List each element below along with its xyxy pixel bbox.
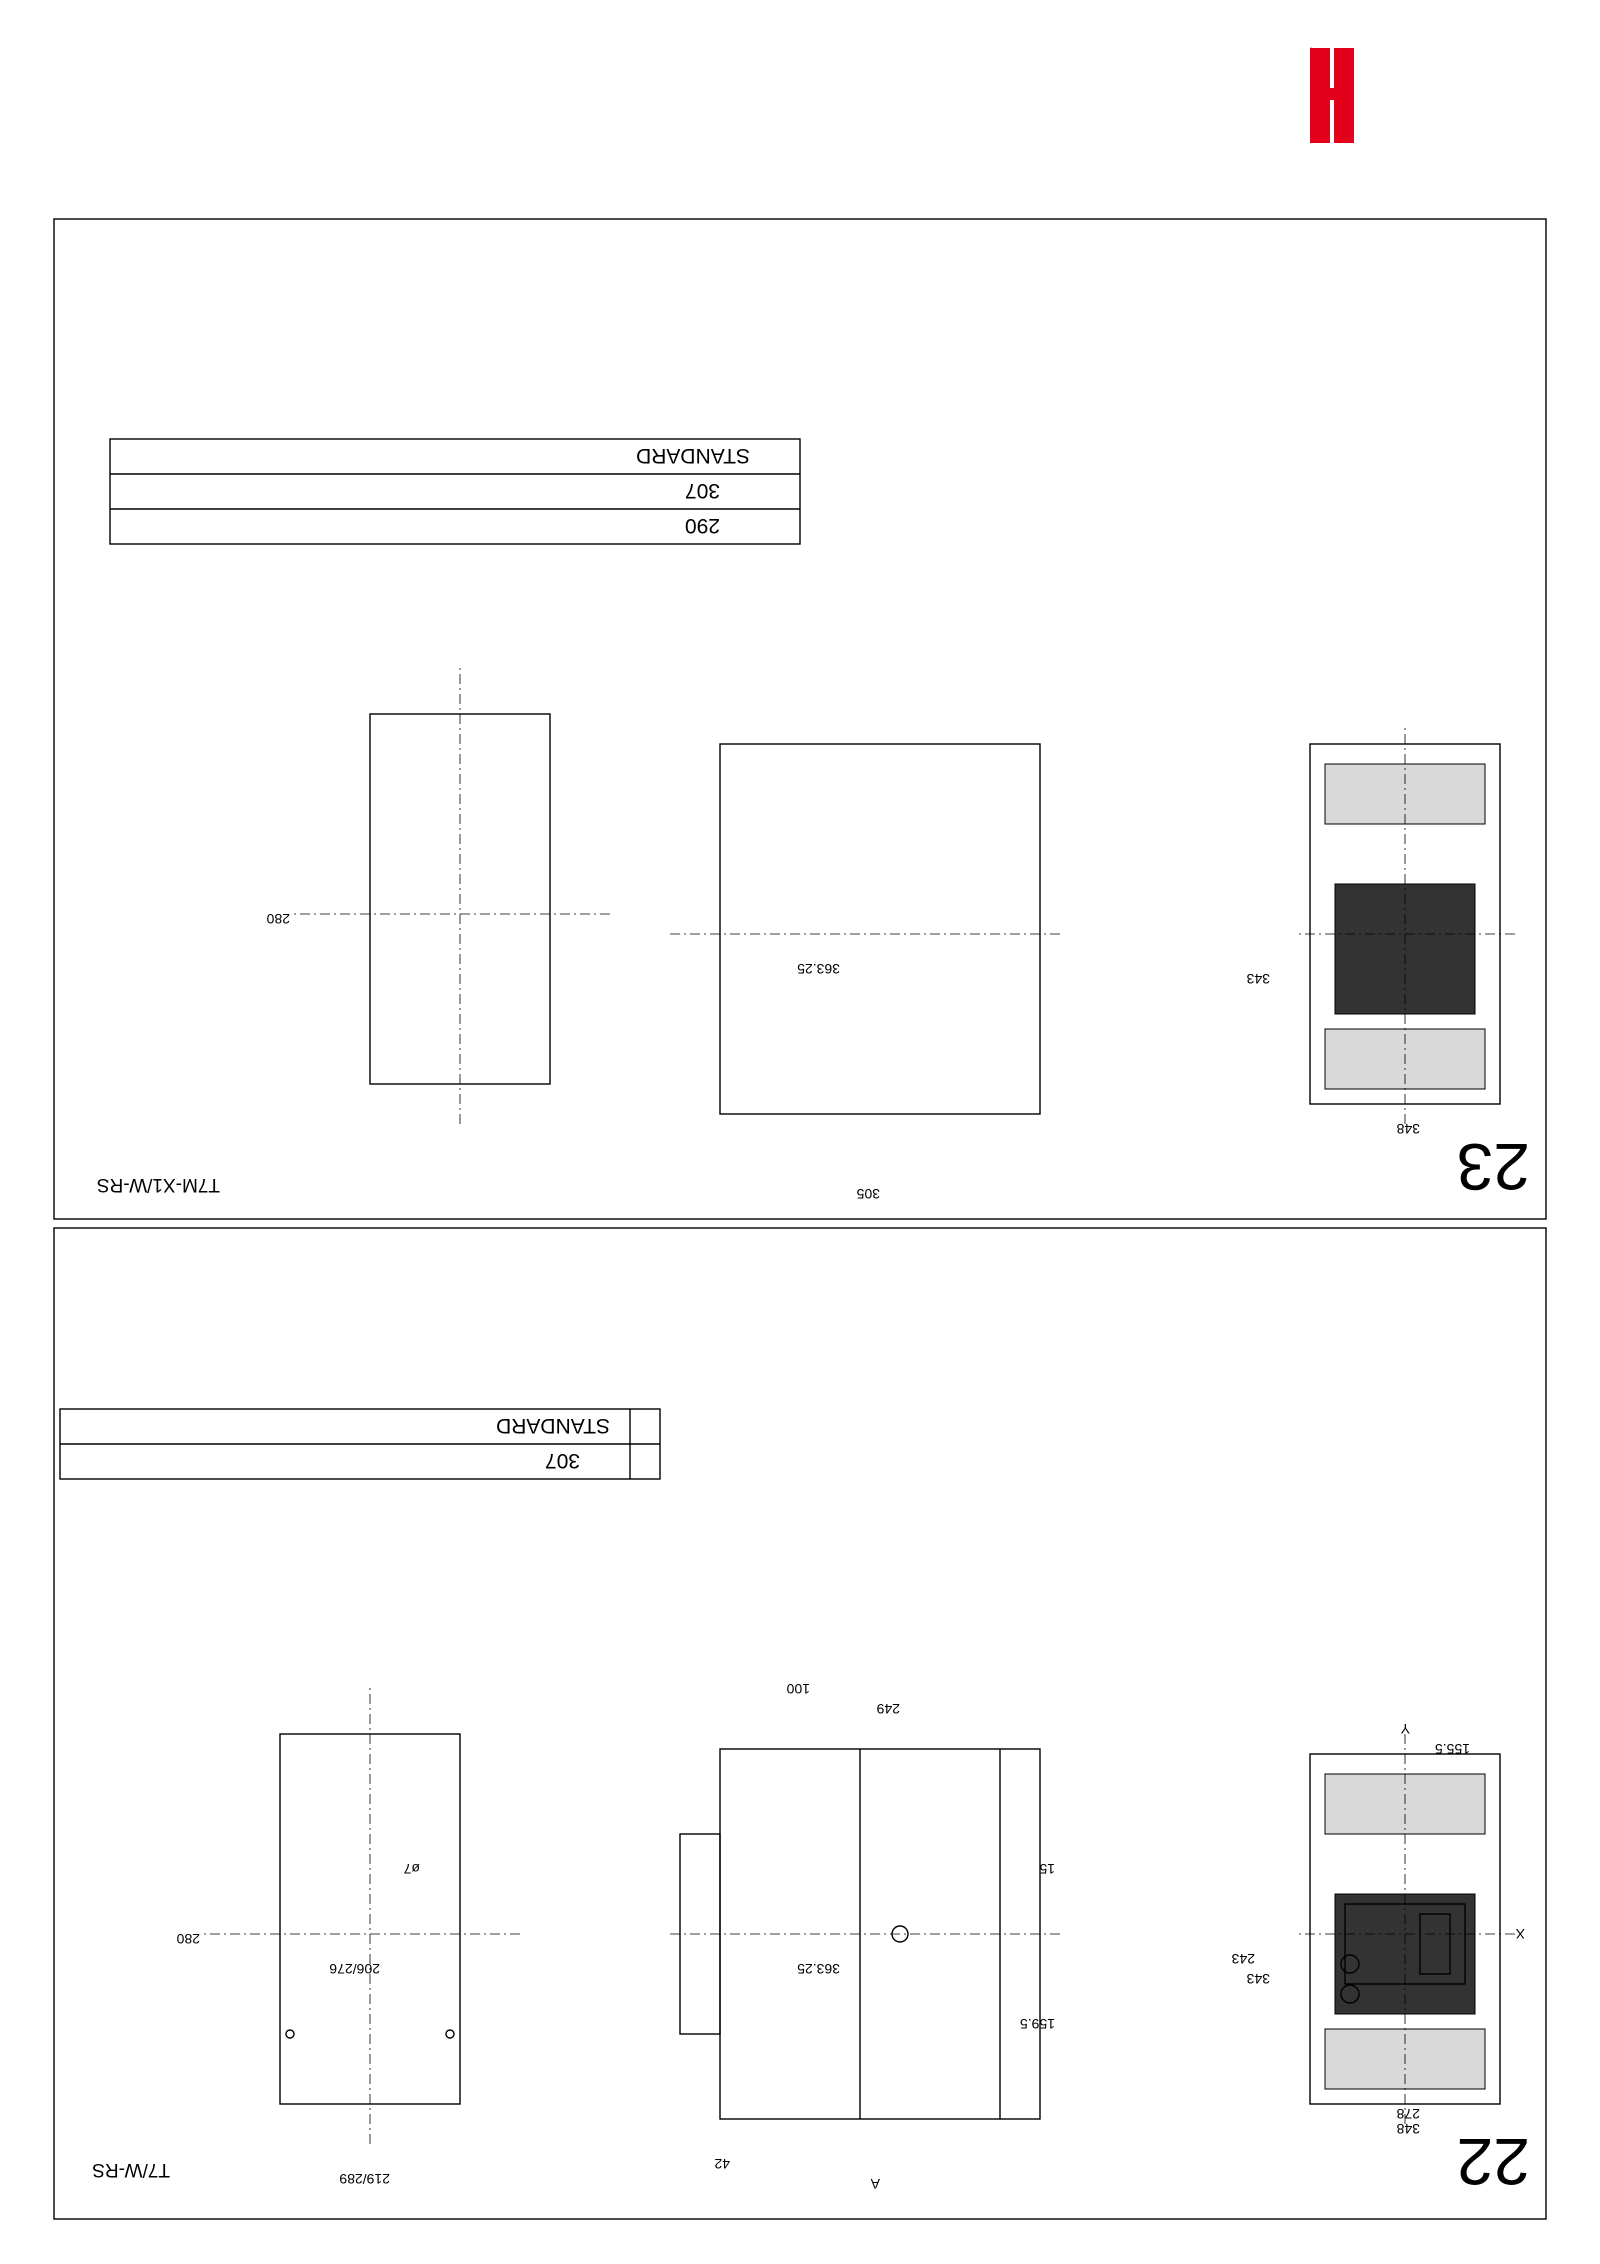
- dim-42-22: 42: [714, 2156, 730, 2172]
- dim-155-22: 155.5: [1434, 1741, 1470, 1757]
- side-view-22: [670, 1681, 1060, 2192]
- dim-280-22: 280: [176, 1931, 200, 1947]
- tbl23-b1: 290: [684, 514, 720, 537]
- cutout-23: [266, 664, 610, 1124]
- dim-348-22: 348: [1396, 2121, 1420, 2137]
- dim-343-23: 343: [1246, 971, 1270, 987]
- dim-348-23: 348: [1396, 1121, 1420, 1137]
- panel-23: [54, 219, 1546, 1219]
- model-code-23: T7M-X1/W-RS: [96, 1174, 220, 1195]
- dim-243-22: 243: [1231, 1951, 1255, 1967]
- tbl23-a1: 307: [684, 479, 720, 502]
- dim-206-22: 206/276: [329, 1961, 380, 1977]
- table-22: [60, 1409, 660, 1479]
- dim-15-22: 15: [1039, 1861, 1055, 1877]
- table-23: [110, 439, 800, 544]
- panel-22-frame: [54, 1228, 1546, 2219]
- dim-100-22: 100: [786, 1681, 810, 1697]
- tbl23-h1: STANDARD: [636, 444, 750, 467]
- side-view-23: [670, 744, 1060, 1202]
- model-code-22: T7/W-RS: [92, 2159, 170, 2180]
- logo-letter-a: [1310, 48, 1354, 143]
- panel-23-frame: [54, 219, 1546, 1219]
- cutout-22: [176, 1684, 520, 2187]
- dim-343-22: 343: [1246, 1971, 1270, 1987]
- page-number-23: 23: [1456, 1130, 1530, 1204]
- dim-o7-22: ø7: [403, 1861, 420, 1877]
- dim-363-22: 363.25: [797, 1961, 840, 1977]
- dim-A-22: A: [870, 2176, 880, 2192]
- axis-x-22a: X: [1515, 1926, 1525, 1942]
- dim-280-23: 280: [266, 911, 290, 927]
- dim-219-22: 219/289: [339, 2171, 390, 2187]
- logo-text: ABB: [1310, 48, 1313, 49]
- dim-305-23: 305: [856, 1186, 880, 1202]
- tbl22-a1: 307: [544, 1449, 580, 1472]
- dim-159-22: 159.5: [1019, 2016, 1055, 2032]
- front-view-23: [1246, 724, 1515, 1137]
- panel-22: [54, 1228, 1546, 2219]
- tbl22-h1: STANDARD: [496, 1414, 610, 1437]
- page-number-22: 22: [1456, 2125, 1530, 2199]
- abb-logo: [1310, 46, 1354, 143]
- dim-249-22: 249: [876, 1701, 900, 1717]
- axis-y-22a: Y: [1400, 1721, 1410, 1737]
- dim-278-22: 278: [1396, 2106, 1420, 2122]
- front-view-22: [1020, 1721, 1525, 2137]
- dim-363-23: 363.25: [797, 961, 840, 977]
